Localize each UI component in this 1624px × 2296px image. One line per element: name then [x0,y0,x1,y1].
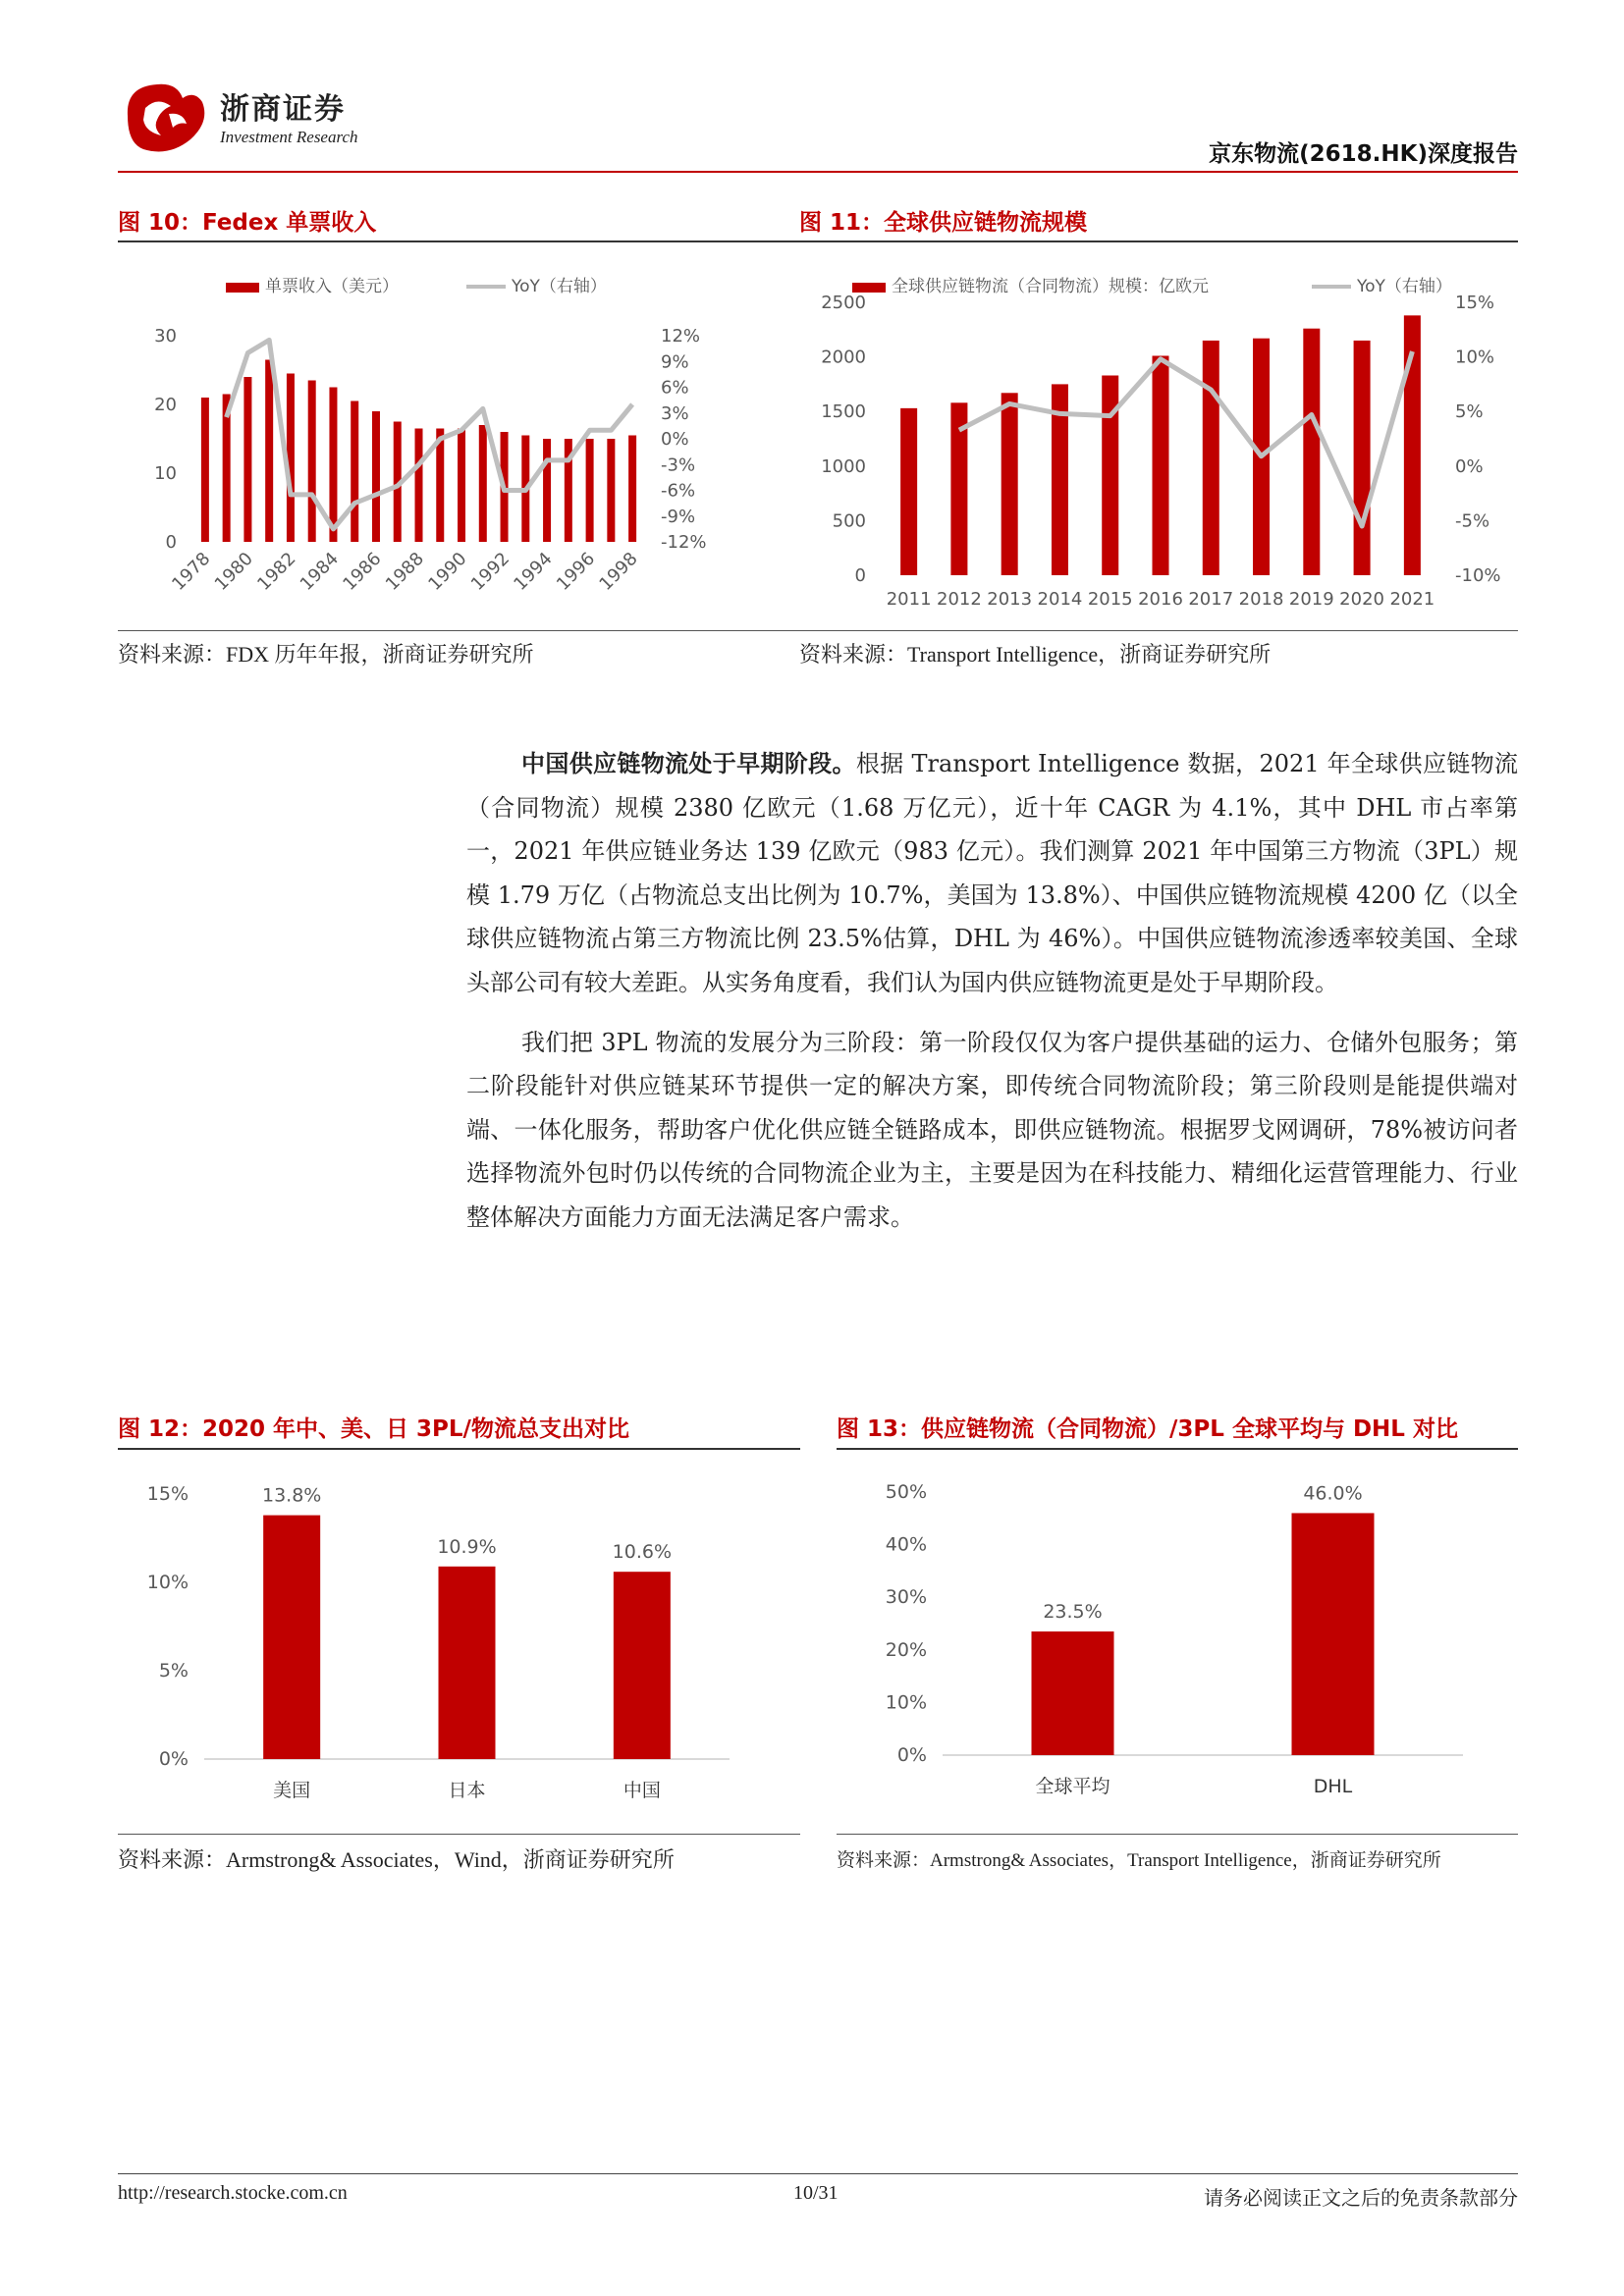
bar-1981 [265,360,273,543]
fig12-title-rule [118,1448,800,1450]
legend-line-label: YoY（右轴） [1357,277,1452,296]
bar-1997 [607,439,615,542]
y-tick-left: 0 [854,565,866,586]
bar-2011 [900,408,917,575]
x-tick-2015: 2015 [1087,589,1133,610]
x-tick-1980: 1980 [210,548,257,595]
legend-bar-label: 单票收入（美元） [265,277,399,296]
fig13-chart [837,1455,1518,1831]
y-tick: 40% [885,1533,927,1556]
x-tick-2019: 2019 [1288,589,1334,610]
footer-divider [118,2173,1518,2174]
y-tick-right: -9% [661,506,696,527]
bar-1980 [244,377,251,542]
x-tick-中国: 中国 [623,1780,661,1801]
y-tick: 0% [896,1744,927,1766]
x-tick-2014: 2014 [1037,589,1083,610]
bar-1983 [308,381,316,543]
y-tick: 10% [146,1572,189,1593]
y-tick-right: 3% [661,402,689,424]
fig10-title: 图 10：Fedex 单票收入 [118,210,377,236]
x-tick-2020: 2020 [1339,589,1384,610]
fig12-bottom-rule [118,1834,800,1835]
x-tick-1990: 1990 [424,548,471,595]
y-tick-left: 0 [165,532,177,553]
x-tick-2018: 2018 [1238,589,1284,610]
bar-2013 [1001,393,1018,575]
bar-2020 [1354,341,1371,575]
y-tick-right: 5% [1455,401,1484,423]
fig13-bottom-rule [837,1834,1518,1835]
y-tick: 5% [158,1660,189,1682]
y-tick-right: -5% [1455,510,1490,532]
paragraph-1-text: 根据 Transport Intelligence 数据，2021 年全球供应链物流（合同物流）规模 2380 亿欧元（1.68 万亿元），近十年 CAGR 为 4.1%，其中 DHL 市占率第一，2021 年供应链业务达 139 亿欧元（983 亿元）。我们测算 2021 年中国第三方物流（3PL）规模 1.79 万亿（占物流总支出比例为 10.7%，美国为 13.8%）、中国供应链物流规模 4200 亿（以全球供应链物流占第三方物流比例 23.5%估算，DHL 为 46%）。中国供应链物流渗透率较美国、全球头部公司有较大差距。从实务角度看，我们认为国内供应链物流更是处于早期阶段。 [466,750,1518,996]
logo [118,77,373,165]
x-tick-1982: 1982 [253,548,300,595]
y-tick-right: 15% [1455,293,1495,313]
bar-1998 [628,436,636,543]
bar-1994 [543,439,551,542]
y-tick-left: 1500 [821,401,866,423]
x-tick-1978: 1978 [168,548,215,595]
paragraph-1-lead: 中国供应链物流处于早期阶段。 [521,749,856,777]
fig10-chart [118,247,800,628]
fig13-source: 资料来源：Armstrong& Associates，Transport Intelligence，浙商证券研究所 [837,1850,1441,1871]
fig11-source: 资料来源：Transport Intelligence，浙商证券研究所 [799,642,1272,667]
header-divider [118,171,1518,173]
bar-中国 [614,1572,671,1759]
x-tick-日本: 日本 [448,1780,486,1801]
x-tick-2021: 2021 [1389,589,1435,610]
logo-cn-text: 浙商证券 [220,92,346,127]
y-tick-right: -10% [1455,565,1501,586]
legend-bar-swatch [226,283,259,293]
bar-1990 [458,429,465,543]
data-label-全球平均: 23.5% [1043,1601,1103,1624]
fig11-chart [799,247,1518,628]
logo-mark-icon [118,77,210,159]
bar-1986 [372,411,380,542]
bar-1984 [329,388,337,543]
fig10-source: 资料来源：FDX 历年年报，浙商证券研究所 [118,642,534,667]
fig13-title: 图 13：供应链物流（合同物流）/3PL 全球平均与 DHL 对比 [837,1416,1458,1442]
x-tick-1984: 1984 [296,548,343,595]
x-tick-美国: 美国 [273,1780,311,1801]
bar-2016 [1153,355,1169,575]
y-tick-left: 30 [154,326,177,347]
y-tick-right: 6% [661,377,689,399]
fig11-bottom-rule [799,630,1518,631]
x-tick-2017: 2017 [1188,589,1234,610]
y-tick-left: 20 [154,395,177,415]
bar-2017 [1203,341,1219,575]
footer-url[interactable]: http://research.stocke.com.cn [118,2182,348,2204]
y-tick: 0% [158,1748,189,1770]
bar-2019 [1303,329,1320,575]
y-tick: 15% [146,1483,189,1505]
x-tick-1994: 1994 [510,548,557,595]
y-tick-right: 9% [661,351,689,373]
fig12-title: 图 12：2020 年中、美、日 3PL/物流总支出对比 [118,1416,629,1442]
x-tick-DHL: DHL [1313,1776,1353,1797]
bar-1985 [351,401,358,543]
y-tick-left: 1000 [821,455,866,477]
x-tick-1996: 1996 [552,548,600,595]
page-number: 10/31 [793,2182,839,2204]
legend-bar-swatch [852,283,886,293]
fig13-title-rule [837,1448,1518,1450]
x-tick-2012: 2012 [937,589,982,610]
fig11-title: 图 11：全球供应链物流规模 [799,210,1088,236]
fig10-title-rule [118,240,800,242]
bar-1996 [586,439,594,542]
bar-全球平均 [1032,1631,1114,1755]
x-tick-1988: 1988 [381,548,429,595]
data-label-美国: 13.8% [261,1484,322,1507]
bar-1978 [201,398,209,542]
yoy-line [959,351,1413,526]
body-text [466,742,1518,1240]
y-tick-left: 500 [832,510,866,532]
fig12-source: 资料来源：Armstrong& Associates，Wind，浙商证券研究所 [118,1847,675,1872]
y-tick-right: -12% [661,532,707,553]
x-tick-2013: 2013 [987,589,1033,610]
legend-line-label: YoY（右轴） [512,277,607,296]
x-tick-1992: 1992 [466,548,514,595]
x-tick-2011: 2011 [886,589,932,610]
legend-bar-label: 全球供应链物流（合同物流）规模：亿欧元 [892,277,1209,296]
x-tick-1998: 1998 [595,548,642,595]
x-tick-2016: 2016 [1138,589,1183,610]
data-label-DHL: 46.0% [1303,1482,1363,1505]
y-tick: 20% [885,1638,927,1661]
fig10-bottom-rule [118,630,800,631]
report-title: 京东物流(2618.HK)深度报告 [1209,141,1518,167]
y-tick: 30% [885,1586,927,1609]
paragraph-2: 我们把 3PL 物流的发展分为三阶段：第一阶段仅仅为客户提供基础的运力、仓储外包服务；第二阶段能针对供应链某环节提供一定的解决方案，即传统合同物流阶段；第三阶段则是能提供端对端、一体化服务，帮助客户优化供应链全链路成本，即供应链物流。根据罗戈网调研，78%被访问者选择物流外包时仍以传统的合同物流企业为主，主要是因为在科技能力、精细化运营管理能力、行业整体解决方面能力方面无法满足客户需求。 [466,1028,1518,1231]
fig12-chart [118,1455,800,1831]
bar-1988 [415,429,423,543]
y-tick: 10% [885,1691,927,1714]
x-tick-全球平均: 全球平均 [1035,1776,1110,1797]
y-tick-right: -6% [661,480,696,502]
y-tick-left: 2500 [821,293,866,313]
bar-1991 [479,425,487,542]
y-tick-right: 0% [1455,455,1484,477]
footer-disclaimer: 请务必阅读正文之后的免责条款部分 [1204,2188,1518,2210]
y-tick-right: 0% [661,429,689,450]
logo-en-text: Investment Research [220,128,358,146]
paragraph-1 [466,742,1518,1005]
fig11-title-rule [799,240,1518,242]
bar-美国 [263,1516,320,1759]
data-label-中国: 10.6% [612,1541,673,1564]
bar-日本 [439,1567,496,1759]
y-tick-right: 12% [661,326,701,347]
y-tick: 50% [885,1481,927,1503]
y-tick-left: 2000 [821,347,866,368]
y-tick-right: -3% [661,454,696,476]
y-tick-left: 10 [154,463,177,484]
bar-DHL [1292,1513,1375,1755]
bar-2015 [1102,376,1118,575]
y-tick-right: 10% [1455,347,1495,368]
data-label-日本: 10.9% [437,1535,497,1558]
x-tick-1986: 1986 [339,548,386,595]
